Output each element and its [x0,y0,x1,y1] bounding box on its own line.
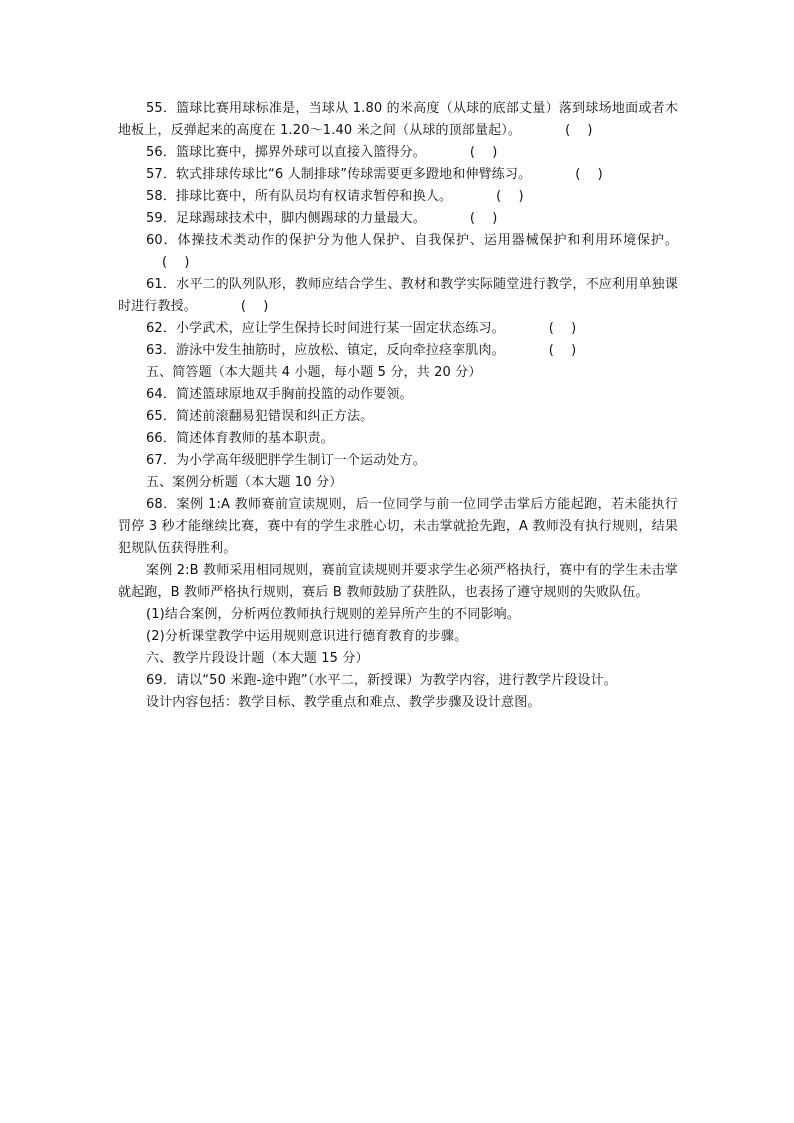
question-62 [118,318,678,340]
answer-blank: ( ) [575,167,603,182]
section-heading-short-answer: 五、简答题（本大题共 4 小题，每小题 5 分，共 20 分） [146,365,482,380]
question-64: 64．简述篮球原地双手胸前投篮的动作要领。 [146,387,413,402]
answer-blank: ( ) [565,123,593,138]
question-65: 65．简述前滚翻易犯错误和纠正方法。 [146,409,374,424]
question-57 [118,164,678,186]
question-text: 62．小学武术，应让学生保持长时间进行某一固定状态练习。 [146,321,505,336]
question-69: 69．请以“50 米跑-途中跑”（水平二，新授课）为教学内容，进行教学片段设计。 [146,673,617,688]
question-58 [118,186,678,208]
question-59 [118,208,678,230]
question-68-case-2: 案例 2:B 教师采用相同规则，赛前宣读规则并要求学生必须严格执行，赛中有的学生未击掌就起跑，B 教师严格执行规则，赛后 B 教师鼓励了获胜队，也表扬了遵守规则的失败队伍。 [118,563,678,600]
question-61 [118,274,678,318]
question-60 [118,230,678,274]
answer-blank: ( ) [469,145,498,160]
question-66: 66．简述体育教师的基本职责。 [146,431,334,446]
question-text: 63．游泳中发生抽筋时，应放松、镇定，反向牵拉痉挛肌肉。 [146,343,505,358]
question-55 [118,98,678,142]
question-68-part-1: (1)结合案例，分析两位教师执行规则的差异所产生的不同影响。 [146,607,520,622]
question-text: 57．软式排球传球比“6 人制排球”传球需要更多蹬地和伸臂练习。 [146,167,532,182]
question-text: 58．排球比赛中，所有队员均有权请求暂停和换人。 [146,189,453,204]
question-63 [118,340,678,362]
design-requirements: 设计内容包括：教学目标、教学重点和难点、教学步骤及设计意图。 [146,695,541,710]
answer-blank: ( ) [548,343,577,358]
question-56 [118,142,678,164]
question-text: 55．篮球比赛用球标准是，当球从 1.80 的米高度（从球的底部丈量）落到球场地面或者木地板上，反弹起来的高度在 1.20～1.40 米之间（从球的顶部量起）。 [118,101,678,138]
question-text: 56．篮球比赛中，掷界外球可以直接入篮得分。 [146,145,426,160]
answer-blank: ( ) [469,211,498,226]
question-68-part-2: (2)分析课堂教学中运用规则意识进行德育教育的步骤。 [146,629,468,644]
question-text: 59．足球踢球技术中，脚内侧踢球的力量最大。 [146,211,426,226]
answer-blank: ( ) [548,321,577,336]
section-heading-teaching-design: 六、教学片段设计题（本大题 15 分） [146,651,369,666]
answer-blank: ( ) [496,189,524,204]
answer-blank: ( ) [162,255,190,270]
section-heading-case-analysis: 五、案例分析题（本大题 10 分） [146,475,343,490]
question-67: 67．为小学高年级肥胖学生制订一个运动处方。 [146,453,426,468]
answer-blank: ( ) [240,299,269,314]
question-text: 61．水平二的队列队形，教师应结合学生、教材和教学实际随堂进行教学，不应利用单独课时进行教授。 [118,277,678,314]
question-68-case-1: 68．案例 1:A 教师赛前宣读规则，后一位同学与前一位同学击掌后方能起跑，若未能执行罚停 3 秒才能继续比赛，赛中有的学生求胜心切，未击掌就抢先跑，A 教师没有执行规则，结果犯规队伍获得胜利。 [118,497,678,556]
question-text: 60．体操技术类动作的保护分为他人保护、自我保护、运用器械保护和利用环境保护。 [146,233,678,248]
document-page [118,98,678,714]
